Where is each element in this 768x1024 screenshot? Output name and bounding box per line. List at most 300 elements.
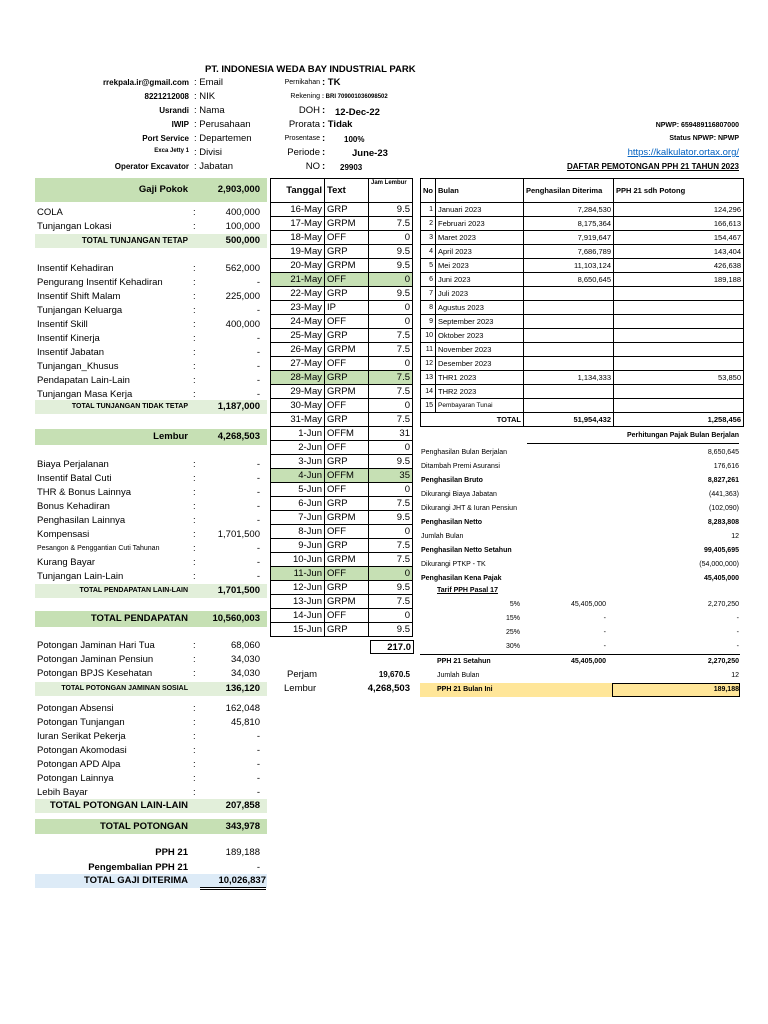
jaminan-0-label: Potongan Jaminan Hari Tua — [37, 640, 155, 651]
prosentase-value: 100% — [344, 135, 365, 144]
calc-value-2: 8,827,261 — [707, 477, 739, 484]
attendance-hours: 7.5 — [369, 371, 413, 385]
pph-row — [421, 259, 744, 273]
pph-no: 11 — [421, 343, 436, 357]
calc-value-0: 8,650,645 — [707, 449, 739, 456]
lain-5-value: 1,701,500 — [217, 529, 260, 540]
attendance-text: OFF — [325, 231, 369, 245]
total-jaminan-value: 136,120 — [225, 683, 260, 694]
attendance-row — [271, 245, 413, 259]
pph-header-2: Penghasilan Diterima — [524, 179, 614, 203]
attendance-row — [271, 483, 413, 497]
attendance-row — [271, 203, 413, 217]
periode-value: June-23 — [352, 148, 388, 159]
attendance-date: 2-Jun — [271, 441, 325, 455]
potlain-5-label: Potongan Lainnya — [37, 773, 114, 784]
pph-income — [524, 301, 614, 315]
tetap-1-colon: : — [193, 221, 196, 232]
attendance-row — [271, 217, 413, 231]
pph-income: 7,284,530 — [524, 203, 614, 217]
attendance-text: IP — [325, 301, 369, 315]
pph-income: 11,103,124 — [524, 259, 614, 273]
pph-no: 8 — [421, 301, 436, 315]
lain-0-label: Biaya Perjalanan — [37, 459, 109, 470]
pph-month: Juli 2023 — [436, 287, 524, 301]
lain-5-colon: : — [193, 529, 196, 540]
total-gaji-value: 10,026,837 — [200, 874, 266, 890]
potlain-2-value: - — [256, 731, 260, 742]
attendance-date: 26-May — [271, 343, 325, 357]
tidak-tetap-3-value: - — [256, 305, 260, 316]
pph-total-income: 51,954,432 — [524, 413, 614, 427]
jumlah-bulan-label: Jumlah Bulan — [437, 672, 480, 679]
attendance-date: 10-Jun — [271, 553, 325, 567]
attendance-hours: 0 — [369, 301, 413, 315]
tidak-tetap-0-value: 562,000 — [225, 263, 260, 274]
gaji-pokok-label: Gaji Pokok — [138, 184, 188, 195]
info-mid-label-1: Rekening — [290, 93, 320, 100]
total-tidak-tetap-label: TOTAL TUNJANGAN TIDAK TETAP — [71, 403, 188, 410]
info-label-3: IWIP — [171, 120, 189, 129]
attendance-row — [271, 329, 413, 343]
status-npwp: Status NPWP: NPWP — [669, 135, 739, 142]
total-pendapatan-label: TOTAL PENDAPATAN — [90, 613, 188, 624]
pph-row — [421, 217, 744, 231]
info-mid-value-3: : Tidak — [322, 119, 353, 130]
lain-5-label: Kompensasi — [37, 529, 90, 540]
pph-row — [421, 231, 744, 245]
attendance-hours: 7.5 — [369, 497, 413, 511]
pph-tax: 124,296 — [614, 203, 744, 217]
tarif-base-0: 45,405,000 — [570, 601, 606, 608]
pph-income — [524, 385, 614, 399]
pph-income — [524, 329, 614, 343]
calc-title-line — [527, 443, 739, 444]
attendance-text: GRPM — [325, 595, 369, 609]
info-field-2: : Nama — [194, 105, 225, 116]
attendance-text: OFF — [325, 315, 369, 329]
info-field-5: : Divisi — [194, 147, 222, 158]
setahun-tax: 2,270,250 — [707, 658, 739, 665]
attendance-row — [271, 595, 413, 609]
pph-tax: 189,188 — [614, 273, 744, 287]
potlain-5-colon: : — [193, 773, 196, 784]
tarif-pct-3: 30% — [505, 643, 520, 650]
info-mid-label-2: DOH — [298, 105, 320, 116]
info-mid-value-6: : — [322, 161, 326, 172]
tarif-base-1: - — [603, 615, 606, 622]
pph-month: THR2 2023 — [436, 385, 524, 399]
potlain-0-colon: : — [193, 703, 196, 714]
lain-8-value: - — [256, 571, 260, 582]
info-field-1: : NIK — [194, 91, 216, 102]
pph-month: Mei 2023 — [436, 259, 524, 273]
lain-1-value: - — [256, 473, 260, 484]
company-name: PT. INDONESIA WEDA BAY INDUSTRIAL PARK — [205, 64, 416, 75]
pph-month: April 2023 — [436, 245, 524, 259]
lain-2-label: THR & Bonus Lainnya — [37, 487, 131, 498]
info-mid-label-5: Periode — [287, 147, 320, 158]
attendance-date: 1-Jun — [271, 427, 325, 441]
attendance-date: 8-Jun — [271, 525, 325, 539]
tidak-tetap-3-colon: : — [193, 305, 196, 316]
calc-label-4: Dikurangi JHT & Iuran Pensiun — [421, 505, 517, 512]
tidak-tetap-6-label: Insentif Jabatan — [37, 347, 105, 358]
tidak-tetap-5-colon: : — [193, 333, 196, 344]
pph-no: 5 — [421, 259, 436, 273]
pph-income — [524, 315, 614, 329]
attendance-date: 17-May — [271, 217, 325, 231]
attendance-hours: 9.5 — [369, 623, 413, 637]
potlain-4-label: Potongan APD Alpa — [37, 759, 121, 770]
attendance-hours: 7.5 — [369, 595, 413, 609]
pph-header-1: Bulan — [436, 179, 524, 203]
tidak-tetap-3-label: Tunjangan Keluarga — [37, 305, 123, 316]
attendance-date: 23-May — [271, 301, 325, 315]
attendance-hours: 7.5 — [369, 413, 413, 427]
attendance-row — [271, 315, 413, 329]
total-potlain-value: 207,858 — [225, 800, 260, 811]
pph-tax: 426,638 — [614, 259, 744, 273]
pph-month: Oktober 2023 — [436, 329, 524, 343]
pph-income: 7,686,789 — [524, 245, 614, 259]
lain-7-colon: : — [193, 557, 196, 568]
jaminan-2-label: Potongan BPJS Kesehatan — [37, 668, 153, 679]
pph-month: Pembayaran Tunai — [436, 399, 524, 413]
lembur-value: 4,268,503 — [217, 431, 260, 442]
pph-month: November 2023 — [436, 343, 524, 357]
total-tetap-value: 500,000 — [225, 235, 260, 246]
attendance-row — [271, 273, 413, 287]
lain-3-value: - — [256, 501, 260, 512]
attendance-date: 14-Jun — [271, 609, 325, 623]
attendance-date: 15-Jun — [271, 623, 325, 637]
potlain-6-label: Lebih Bayar — [37, 787, 88, 798]
attendance-row — [271, 357, 413, 371]
attendance-text: OFF — [325, 273, 369, 287]
pph-no: 1 — [421, 203, 436, 217]
attendance-hours: 7.5 — [369, 343, 413, 357]
attendance-row — [271, 525, 413, 539]
pph-tax: 53,850 — [614, 371, 744, 385]
jaminan-0-colon: : — [193, 640, 196, 651]
potlain-3-value: - — [256, 745, 260, 756]
attendance-header-2: Jam Lembur — [369, 179, 413, 203]
attendance-hours: 9.5 — [369, 245, 413, 259]
potlain-2-label: Iuran Serikat Pekerja — [37, 731, 126, 742]
attendance-hours: 9.5 — [369, 287, 413, 301]
tidak-tetap-4-label: Insentif Skill — [37, 319, 88, 330]
pph-no: 13 — [421, 371, 436, 385]
tidak-tetap-9-value: - — [256, 389, 260, 400]
ortax-link[interactable]: https://kalkulator.ortax.org/ — [627, 147, 739, 158]
potlain-6-colon: : — [193, 787, 196, 798]
attendance-text: GRP — [325, 497, 369, 511]
calc-title: Perhitungan Pajak Bulan Berjalan — [626, 432, 739, 439]
pph-no: 2 — [421, 217, 436, 231]
lain-0-value: - — [256, 459, 260, 470]
attendance-table — [270, 178, 413, 637]
tidak-tetap-6-value: - — [256, 347, 260, 358]
total-potlain-label: TOTAL POTONGAN LAIN-LAIN — [49, 800, 188, 811]
lain-1-label: Insentif Batal Cuti — [37, 473, 112, 484]
pph-no: 12 — [421, 357, 436, 371]
attendance-hours: 0 — [369, 441, 413, 455]
tidak-tetap-9-colon: : — [193, 389, 196, 400]
attendance-row — [271, 287, 413, 301]
jaminan-1-colon: : — [193, 654, 196, 665]
attendance-text: GRP — [325, 203, 369, 217]
pph21-label: PPH 21 — [155, 847, 188, 858]
tidak-tetap-7-value: - — [256, 361, 260, 372]
info-label-2: Usrandi — [159, 106, 189, 115]
lain-1-colon: : — [193, 473, 196, 484]
pph-no: 15 — [421, 399, 436, 413]
lain-6-label: Pesangon & Penggantian Cuti Tahunan — [37, 545, 160, 552]
tidak-tetap-1-colon: : — [193, 277, 196, 288]
attendance-text: OFF — [325, 567, 369, 581]
info-label-1: 8221212008 — [144, 92, 189, 101]
attendance-hours: 9.5 — [369, 511, 413, 525]
daftar-title: DAFTAR PEMOTONGAN PPH 21 TAHUN 2023 — [566, 162, 739, 171]
attendance-header-0: Tanggal — [271, 179, 325, 203]
gaji-pokok-value: 2,903,000 — [217, 184, 260, 195]
info-mid-value-5: : — [322, 147, 326, 158]
perjam-value: 19,670.5 — [378, 670, 410, 679]
info-label-6: Operator Excavator — [114, 162, 189, 171]
doh-value: 12-Dec-22 — [335, 107, 380, 118]
pph-tax — [614, 385, 744, 399]
tidak-tetap-5-value: - — [256, 333, 260, 344]
attendance-text: OFF — [325, 399, 369, 413]
tidak-tetap-7-label: Tunjangan_Khusus — [37, 361, 119, 372]
tidak-tetap-4-colon: : — [193, 319, 196, 330]
total-potongan-value: 343,978 — [225, 820, 260, 832]
tarif-base-2: - — [603, 629, 606, 636]
pph-income: 8,650,645 — [524, 273, 614, 287]
attendance-row — [271, 231, 413, 245]
pph-row — [421, 357, 744, 371]
attendance-date: 9-Jun — [271, 539, 325, 553]
attendance-hours: 7.5 — [369, 539, 413, 553]
attendance-hours: 9.5 — [369, 259, 413, 273]
attendance-text: GRP — [325, 455, 369, 469]
pph-income — [524, 287, 614, 301]
lain-4-label: Penghasilan Lainnya — [37, 515, 126, 526]
attendance-date: 5-Jun — [271, 483, 325, 497]
info-mid-value-0: : TK — [322, 77, 341, 88]
total-tetap-label: TOTAL TUNJANGAN TETAP — [81, 236, 188, 245]
tarif-pct-1: 15% — [505, 615, 520, 622]
jumlah-bulan-value: 12 — [731, 672, 739, 679]
attendance-hours: 0 — [369, 399, 413, 413]
tidak-tetap-5-label: Insentif Kinerja — [37, 333, 100, 344]
calc-value-8: (54,000,000) — [699, 561, 739, 568]
lain-8-colon: : — [193, 571, 196, 582]
tidak-tetap-2-value: 225,000 — [225, 291, 260, 302]
attendance-text: OFFM — [325, 427, 369, 441]
attendance-date: 7-Jun — [271, 511, 325, 525]
attendance-date: 13-Jun — [271, 595, 325, 609]
setahun-label: PPH 21 Setahun — [437, 658, 491, 665]
attendance-hours: 0 — [369, 567, 413, 581]
pph-no: 6 — [421, 273, 436, 287]
calc-label-1: Ditambah Premi Asuransi — [421, 463, 500, 470]
attendance-row — [271, 581, 413, 595]
info-mid-label-3: Prorata — [288, 119, 320, 130]
pph-tax — [614, 343, 744, 357]
calc-label-0: Penghasilan Bulan Berjalan — [421, 449, 508, 456]
tidak-tetap-1-value: - — [256, 277, 260, 288]
attendance-text: OFF — [325, 357, 369, 371]
pengembalian-label: Pengembalian PPH 21 — [88, 862, 188, 873]
attendance-text: GRP — [325, 413, 369, 427]
tetap-0-label: COLA — [37, 207, 63, 218]
attendance-text: GRP — [325, 245, 369, 259]
tetap-1-value: 100,000 — [225, 221, 260, 232]
tidak-tetap-9-label: Tunjangan Masa Kerja — [37, 389, 133, 400]
pph-tax: 154,467 — [614, 231, 744, 245]
attendance-date: 22-May — [271, 287, 325, 301]
attendance-text: GRP — [325, 623, 369, 637]
jaminan-2-colon: : — [193, 668, 196, 679]
attendance-row — [271, 343, 413, 357]
attendance-hours: 9.5 — [369, 203, 413, 217]
pph-no: 4 — [421, 245, 436, 259]
bulan-ini-box — [612, 683, 740, 697]
info-label-4: Port Service — [142, 134, 189, 143]
info-field-0: : Email — [194, 77, 224, 88]
calc-label-5: Penghasilan Netto — [421, 519, 483, 526]
calc-label-9: Penghasilan Kena Pajak — [421, 575, 502, 582]
pph-tax — [614, 329, 744, 343]
attendance-date: 12-Jun — [271, 581, 325, 595]
attendance-text: GRPM — [325, 385, 369, 399]
attendance-text: OFF — [325, 525, 369, 539]
tidak-tetap-7-colon: : — [193, 361, 196, 372]
attendance-row — [271, 399, 413, 413]
setahun-base: 45,405,000 — [570, 658, 606, 665]
pph-tax — [614, 315, 744, 329]
pph-month: Agustus 2023 — [436, 301, 524, 315]
pph-row — [421, 203, 744, 217]
potlain-0-label: Potongan Absensi — [37, 703, 114, 714]
pph-income: 7,919,647 — [524, 231, 614, 245]
attendance-date: 24-May — [271, 315, 325, 329]
tarif-pct-2: 25% — [505, 629, 520, 636]
attendance-row — [271, 371, 413, 385]
pph-income — [524, 399, 614, 413]
pph-no: 3 — [421, 231, 436, 245]
potlain-0-value: 162,048 — [225, 703, 260, 714]
lain-8-label: Tunjangan Lain-Lain — [37, 571, 124, 582]
attendance-text: GRPM — [325, 259, 369, 273]
tarif-pct-0: 5% — [509, 601, 520, 608]
potlain-1-label: Potongan Tunjangan — [37, 717, 125, 728]
potlain-2-colon: : — [193, 731, 196, 742]
attendance-row — [271, 427, 413, 441]
tidak-tetap-1-label: Pengurang Insentif Kehadiran — [37, 277, 163, 288]
pph-tax: 143,404 — [614, 245, 744, 259]
attendance-row — [271, 441, 413, 455]
tidak-tetap-8-label: Pendapatan Lain-Lain — [37, 375, 130, 386]
potlain-1-colon: : — [193, 717, 196, 728]
potlain-3-colon: : — [193, 745, 196, 756]
tidak-tetap-0-label: Insentif Kehadiran — [37, 263, 114, 274]
total-tidak-tetap-value: 1,187,000 — [217, 401, 260, 412]
total-lain-label: TOTAL PENDAPATAN LAIN-LAIN — [79, 587, 188, 594]
pph-tax — [614, 301, 744, 315]
bulan-ini-label: PPH 21 Bulan Ini — [437, 686, 493, 693]
potlain-1-value: 45,810 — [230, 717, 260, 728]
tetap-0-value: 400,000 — [225, 207, 260, 218]
pph-header-3: PPH 21 sdh Potong — [614, 179, 744, 203]
attendance-hours: 0 — [369, 315, 413, 329]
tidak-tetap-4-value: 400,000 — [225, 319, 260, 330]
tetap-1-label: Tunjangan Lokasi — [37, 221, 112, 232]
tidak-tetap-8-value: - — [256, 375, 260, 386]
info-field-6: : Jabatan — [194, 161, 234, 172]
attendance-row — [271, 413, 413, 427]
tarif-tax-0: 2,270,250 — [707, 601, 739, 608]
attendance-hours: 7.5 — [369, 553, 413, 567]
pph-table — [420, 178, 744, 427]
attendance-row — [271, 511, 413, 525]
attendance-text: GRPM — [325, 343, 369, 357]
attendance-total: 217.0 — [370, 640, 414, 654]
attendance-text: OFF — [325, 441, 369, 455]
attendance-date: 19-May — [271, 245, 325, 259]
info-field-3: : Perusahaan — [194, 119, 251, 130]
pph-row — [421, 343, 744, 357]
attendance-date: 6-Jun — [271, 497, 325, 511]
pph-month: Juni 2023 — [436, 273, 524, 287]
calc-label-6: Jumlah Bulan — [421, 533, 464, 540]
pph-row — [421, 287, 744, 301]
pph-tax — [614, 287, 744, 301]
attendance-text: GRP — [325, 329, 369, 343]
potlain-3-label: Potongan Akomodasi — [37, 745, 127, 756]
attendance-hours: 35 — [369, 469, 413, 483]
attendance-row — [271, 553, 413, 567]
tidak-tetap-8-colon: : — [193, 375, 196, 386]
attendance-row — [271, 469, 413, 483]
tidak-tetap-6-colon: : — [193, 347, 196, 358]
lain-6-colon: : — [193, 543, 196, 554]
attendance-row — [271, 301, 413, 315]
attendance-hours: 7.5 — [369, 217, 413, 231]
pph-row — [421, 371, 744, 385]
potlain-6-value: - — [256, 787, 260, 798]
info-label-0: rrekpala.ir@gmail.com — [102, 78, 189, 87]
tidak-tetap-0-colon: : — [193, 263, 196, 274]
attendance-row — [271, 259, 413, 273]
potlain-4-value: - — [256, 759, 260, 770]
lain-4-value: - — [256, 515, 260, 526]
attendance-hours: 0 — [369, 609, 413, 623]
lain-3-colon: : — [193, 501, 196, 512]
attendance-header-1: Text — [325, 179, 369, 203]
pph-total-row — [421, 413, 744, 427]
attendance-date: 28-May — [271, 371, 325, 385]
info-mid-label-6: NO — [305, 161, 320, 172]
calc-value-3: (441,363) — [709, 491, 739, 498]
attendance-date: 21-May — [271, 273, 325, 287]
calc-label-7: Penghasilan Netto Setahun — [421, 547, 512, 554]
pph-row — [421, 399, 744, 413]
attendance-date: 4-Jun — [271, 469, 325, 483]
lain-2-value: - — [256, 487, 260, 498]
